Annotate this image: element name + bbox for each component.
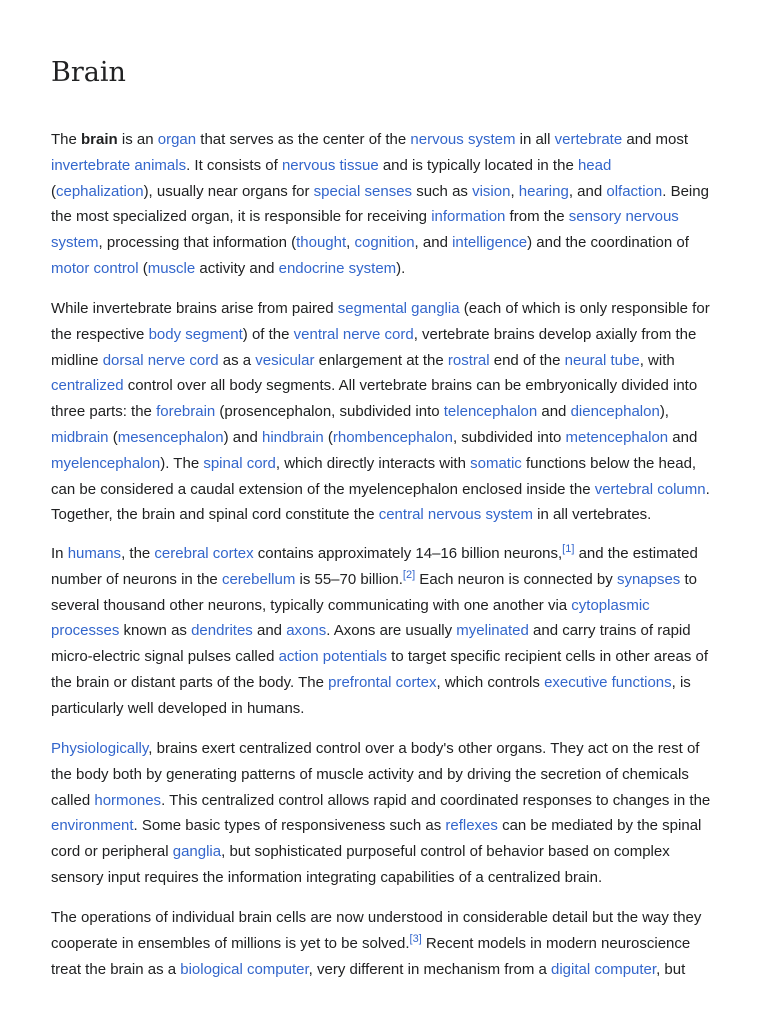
- link-axons[interactable]: axons: [286, 622, 327, 640]
- text-line: [51, 593, 723, 619]
- text-run: from the: [505, 208, 569, 226]
- text-line: [51, 179, 723, 205]
- text-run: cooperate in ensembles of millions is yet to be solved.: [51, 934, 410, 952]
- link-special-senses[interactable]: special senses: [313, 182, 413, 200]
- text-run: Each neuron is connected by: [415, 570, 617, 588]
- link-digital-computer[interactable]: digital computer: [551, 960, 657, 978]
- paragraph-1: [51, 127, 723, 282]
- text-run: and most: [622, 131, 689, 148]
- text-run: and: [668, 428, 698, 446]
- link-diencephalon[interactable]: diencephalon: [570, 403, 660, 421]
- link-thought[interactable]: thought: [296, 234, 347, 252]
- text-run: ),: [659, 403, 669, 421]
- page-title: Brain: [51, 57, 126, 88]
- link-cerebral-cortex[interactable]: cerebral cortex: [154, 545, 254, 562]
- link-rostral[interactable]: rostral: [447, 351, 490, 369]
- text-run: called: [51, 791, 95, 809]
- link-humans[interactable]: humans: [67, 545, 122, 562]
- text-line: [51, 905, 723, 931]
- paragraph-3: [51, 541, 723, 722]
- text-run: can be mediated by the spinal: [497, 817, 702, 835]
- link-intelligence[interactable]: intelligence: [452, 234, 528, 252]
- text-line: [51, 204, 723, 230]
- text-run: ), usually near organs for: [143, 182, 314, 200]
- text-line: [51, 788, 723, 814]
- text-line: [51, 670, 723, 696]
- link-cognition[interactable]: cognition: [354, 234, 415, 252]
- text-run: In: [51, 545, 68, 562]
- text-run: The operations of individual brain cells are now understood in considerable detail but the way they: [51, 909, 702, 926]
- link-action-potentials[interactable]: action potentials: [278, 648, 387, 666]
- text-run: , but: [656, 960, 686, 978]
- link-rhombencephalon[interactable]: rhombencephalon: [332, 428, 453, 446]
- text-run: known as: [119, 622, 192, 640]
- link-segmental-ganglia[interactable]: segmental ganglia: [337, 300, 460, 317]
- link-muscle[interactable]: muscle: [147, 259, 196, 277]
- link-system[interactable]: system: [51, 234, 99, 252]
- text-run: , the: [121, 545, 155, 562]
- text-run: ). The: [160, 454, 204, 472]
- text-line: [51, 736, 723, 762]
- link-motor-control[interactable]: motor control: [51, 259, 139, 277]
- link-telencephalon[interactable]: telencephalon: [443, 403, 538, 421]
- citation-ref-1[interactable]: [1]: [562, 543, 575, 555]
- link-metencephalon[interactable]: metencephalon: [565, 428, 669, 446]
- link-sensory-nervous[interactable]: sensory nervous: [568, 208, 679, 226]
- text-run: and is typically located in the: [378, 156, 578, 174]
- text-run: ,: [510, 182, 519, 200]
- text-run: (: [108, 428, 118, 446]
- link-hindbrain[interactable]: hindbrain: [261, 428, 324, 446]
- text-run: , brains exert centralized control over a body's other organs. They act on the rest of: [148, 740, 700, 757]
- text-run: that serves as the center of the: [196, 131, 411, 148]
- text-run: , very different in mechanism from a: [308, 960, 551, 978]
- link-cerebellum[interactable]: cerebellum: [221, 570, 296, 588]
- text-run: While invertebrate brains arise from paired: [51, 300, 338, 317]
- link-mesencephalon[interactable]: mesencephalon: [117, 428, 224, 446]
- text-run: as a: [218, 351, 256, 369]
- text-run: end of the: [489, 351, 565, 369]
- link-synapses[interactable]: synapses: [616, 570, 681, 588]
- text-run: . Axons are usually: [326, 622, 457, 640]
- paragraph-2: [51, 296, 723, 528]
- link-somatic[interactable]: somatic: [470, 454, 522, 472]
- text-line: [51, 153, 723, 179]
- link-invertebrate-animals[interactable]: invertebrate animals: [51, 156, 187, 174]
- text-run: (: [323, 428, 333, 446]
- text-run: control over all body segments. All vertebrate brains can be embryonically divided into: [123, 377, 698, 395]
- text-run: , is: [671, 673, 691, 691]
- text-run: the brain or distant parts of the body. The: [51, 673, 329, 691]
- text-run: is an: [117, 131, 158, 148]
- text-run: number of neurons in the: [51, 570, 222, 588]
- text-run: the respective: [51, 325, 149, 343]
- text-run: ,: [346, 234, 355, 252]
- citation-ref-3[interactable]: [3]: [409, 932, 422, 945]
- link-cephalization[interactable]: cephalization: [56, 182, 144, 200]
- text-run: is 55–70 billion.: [295, 570, 403, 588]
- link-nervous-tissue[interactable]: nervous tissue: [281, 156, 379, 174]
- link-olfaction[interactable]: olfaction: [606, 182, 663, 200]
- link-dorsal-nerve-cord[interactable]: dorsal nerve cord: [102, 351, 219, 369]
- text-run: and: [252, 622, 287, 640]
- text-line: [51, 399, 723, 425]
- link-cytoplasmic[interactable]: cytoplasmic: [571, 596, 650, 614]
- text-run: ) and the coordination of: [527, 234, 689, 252]
- text-run: the body both by generating patterns of muscle activity and by driving the secretion of chemicals: [51, 765, 689, 783]
- link-vertebrate[interactable]: vertebrate: [554, 131, 623, 148]
- text-line: [51, 541, 723, 567]
- text-run: functions below the head,: [521, 454, 697, 472]
- text-run: (each of which is only responsible for: [459, 300, 710, 317]
- link-physiologically[interactable]: Physiologically: [51, 740, 149, 757]
- text-run: and the estimated: [574, 545, 698, 562]
- text-line: [51, 230, 723, 256]
- link-environment[interactable]: environment: [51, 817, 134, 835]
- text-line: [51, 618, 723, 644]
- link-centralized[interactable]: centralized: [51, 377, 124, 395]
- text-line: [51, 477, 723, 503]
- text-run: (: [51, 182, 56, 200]
- text-run: to: [680, 570, 697, 588]
- link-information[interactable]: information: [431, 208, 506, 226]
- text-run: ) of the: [242, 325, 294, 343]
- link-vesicular[interactable]: vesicular: [255, 351, 315, 369]
- text-line: [51, 322, 723, 348]
- text-run: Together, the brain and spinal cord constitute the: [51, 506, 379, 524]
- link-central-nervous-system[interactable]: central nervous system: [378, 506, 533, 524]
- text-run: enlargement at the: [314, 351, 448, 369]
- text-line: [51, 839, 723, 865]
- link-biological-computer[interactable]: biological computer: [180, 960, 309, 978]
- text-line: [51, 957, 723, 983]
- text-run: sensory input requires the information integrating capabilities of a centralized brain.: [51, 868, 603, 886]
- link-head[interactable]: head: [577, 156, 612, 174]
- text-run: , processing that information (: [98, 234, 297, 252]
- link-hormones[interactable]: hormones: [94, 791, 162, 809]
- link-prefrontal-cortex[interactable]: prefrontal cortex: [328, 673, 437, 691]
- text-run: midline: [51, 351, 103, 369]
- text-line: [51, 567, 723, 593]
- text-run: , vertebrate brains develop axially from the: [413, 325, 697, 343]
- link-ganglia[interactable]: ganglia: [172, 843, 222, 861]
- link-neural-tube[interactable]: neural tube: [564, 351, 640, 369]
- text-line: [51, 451, 723, 477]
- text-run: , which controls: [436, 673, 545, 691]
- link-myelencephalon[interactable]: myelencephalon: [51, 454, 161, 472]
- text-line: [51, 644, 723, 670]
- text-run: micro-electric signal pulses called: [51, 648, 279, 666]
- text-line: [51, 256, 723, 282]
- text-line: [51, 813, 723, 839]
- link-spinal-cord[interactable]: spinal cord: [203, 454, 276, 472]
- text-run: , but sophisticated purposeful control of behavior based on complex: [221, 843, 670, 861]
- link-vertebral-column[interactable]: vertebral column: [594, 480, 706, 498]
- text-run: several thousand other neurons, typically communicating with one another via: [51, 596, 572, 614]
- link-midbrain[interactable]: midbrain: [51, 428, 109, 446]
- text-line: [51, 762, 723, 788]
- text-line: [51, 865, 723, 891]
- link-processes[interactable]: processes: [51, 622, 120, 640]
- text-line: [51, 931, 723, 957]
- text-run: ).: [396, 259, 406, 277]
- link-hearing[interactable]: hearing: [518, 182, 569, 200]
- text-run: the most specialized organ, it is responsible for receiving: [51, 208, 432, 226]
- text-run: and carry trains of rapid: [528, 622, 691, 640]
- text-run: treat the brain as a: [51, 960, 181, 978]
- text-run: can be considered a caudal extension of the myelencephalon enclosed inside the: [51, 480, 595, 498]
- link-body-segment[interactable]: body segment: [148, 325, 243, 343]
- text-run: (: [138, 259, 148, 277]
- bold-term: brain: [81, 131, 118, 148]
- link-endocrine-system[interactable]: endocrine system: [278, 259, 397, 277]
- citation-ref-2[interactable]: [2]: [402, 568, 416, 581]
- text-run: such as: [412, 182, 473, 200]
- text-line: [51, 348, 723, 374]
- text-run: in all vertebrates.: [532, 506, 652, 524]
- text-run: cord or peripheral: [51, 843, 173, 861]
- text-run: Recent models in modern neuroscience: [421, 934, 691, 952]
- text-line: [51, 425, 723, 451]
- text-line: [51, 296, 723, 322]
- paragraph-4: [51, 736, 723, 891]
- text-run: to target specific recipient cells in other areas of: [387, 648, 708, 666]
- link-dendrites[interactable]: dendrites: [191, 622, 253, 640]
- text-run: , and: [414, 234, 453, 252]
- text-line: [51, 502, 723, 528]
- text-line: [51, 373, 723, 399]
- text-run: . Some basic types of responsiveness such as: [133, 817, 446, 835]
- text-run: . It consists of: [186, 156, 282, 174]
- text-run: . Being: [662, 182, 709, 200]
- text-run: , which directly interacts with: [275, 454, 471, 472]
- text-run: . This centralized control allows rapid and coordinated responses to changes in the: [161, 791, 711, 809]
- text-run: particularly well developed in humans.: [51, 699, 305, 717]
- text-run: The: [51, 131, 82, 148]
- text-run: activity and: [195, 259, 279, 277]
- paragraph-5: [51, 905, 723, 982]
- text-line: [51, 696, 723, 722]
- text-run: ) and: [223, 428, 262, 446]
- link-organ[interactable]: organ: [157, 131, 197, 148]
- link-nervous-system[interactable]: nervous system: [410, 131, 516, 148]
- link-myelinated[interactable]: myelinated: [456, 622, 529, 640]
- text-run: .: [705, 480, 710, 498]
- link-ventral-nerve-cord[interactable]: ventral nerve cord: [293, 325, 414, 343]
- text-run: and: [537, 403, 571, 421]
- text-run: , subdivided into: [452, 428, 566, 446]
- link-executive-functions[interactable]: executive functions: [544, 673, 672, 691]
- text-run: in all: [515, 131, 555, 148]
- text-line: [51, 127, 723, 153]
- text-run: three parts: the: [51, 403, 157, 421]
- text-run: , with: [639, 351, 675, 369]
- text-run: (prosencephalon, subdivided into: [215, 403, 444, 421]
- link-vision[interactable]: vision: [472, 182, 511, 200]
- link-forebrain[interactable]: forebrain: [156, 403, 216, 421]
- text-run: , and: [568, 182, 607, 200]
- link-reflexes[interactable]: reflexes: [445, 817, 498, 835]
- text-run: contains approximately 14–16 billion neurons,: [253, 545, 563, 562]
